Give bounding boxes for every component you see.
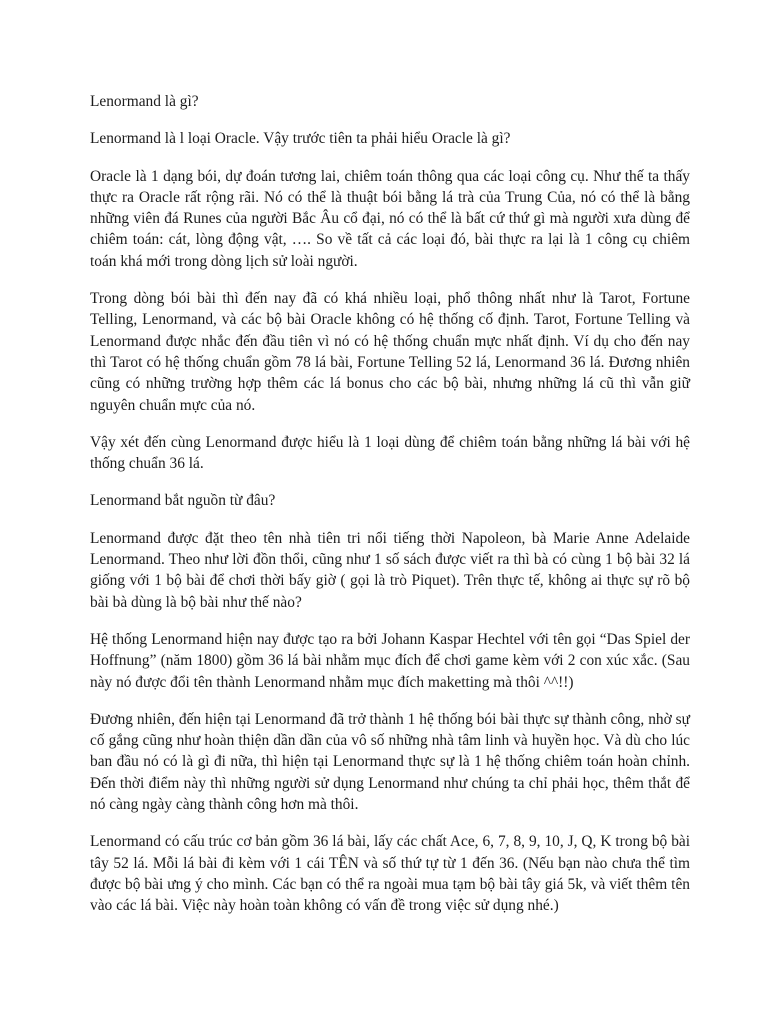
heading-lenormand-origin: Lenormand bắt nguồn từ đâu?: [90, 492, 276, 510]
paragraph-oracle-definition: Oracle là 1 dạng bói, dự đoán tương lai, chiêm toán thông qua các loại công cụ. Như thế ta thấy thực ra Oracle rất rộng rãi. Nó có thể là thuật bói bằng lá trà của Trung Của, nó có thể là bằng những viên đá Runes của người Bắc Âu cổ đại, nó có thể là bất cứ thứ gì mà người xưa dùng để chiêm toán: cát, lòng động vật, …. So về tất cả các loại đó, bài thực ra lại là 1 công cụ chiêm toán khá mới trong dòng lịch sử loài người.: [90, 167, 690, 270]
paragraph-hechtel-system: Hệ thống Lenormand hiện nay được tạo ra bởi Johann Kaspar Hechtel với tên gọi “Das Spiel der Hoffnung” (năm 1800) gồm 36 lá bài nhằm mục đích để chơi game kèm với 2 con xúc xắc. (Sau này nó được đổi tên thành Lenormand nhằm mục đích maketting mà thôi ^^!!): [90, 630, 690, 691]
document-page: [90, 91, 690, 933]
paragraph-lenormand-today: Đương nhiên, đến hiện tại Lenormand đã trở thành 1 hệ thống bói bài thực sự thành công, nhờ sự cố gắng cũng như hoàn thiện dần dần của vô số những nhà tâm linh và huyền học. Và dù cho lúc ban đầu nó có là gì đi nữa, thì hiện tại Lenormand thực sự là 1 hệ thống chiêm toán hoàn chỉnh. Đến thời điểm này thì những người sử dụng Lenormand như chúng ta chỉ phải học, thêm thắt để nó càng ngày càng thành công hơn mà thôi.: [90, 710, 690, 814]
paragraph-card-systems: Trong dòng bói bài thì đến nay đã có khá nhiều loại, phổ thông nhất như là Tarot, Fortune Telling, Lenormand, và các bộ bài Oracle không có hệ thống cố định. Tarot, Fortune Telling và Lenormand được nhắc đến đầu tiên vì nó có hệ thống chuẩn mực nhất định. Ví dụ cho đến nay thì Tarot có hệ thống chuẩn gồm 78 lá bài, Fortune Telling 52 lá, Lenormand 36 lá. Đương nhiên cũng có những trường hợp thêm các lá bonus cho các bộ bài, nhưng những lá cũ thì vẫn giữ nguyên chuẩn mực của nó.: [90, 290, 690, 414]
paragraph-deck-structure: Lenormand có cấu trúc cơ bản gồm 36 lá bài, lấy các chất Ace, 6, 7, 8, 9, 10, J, Q, K trong bộ bài tây 52 lá. Mỗi lá bài đi kèm với 1 cái TÊN và số thứ tự từ 1 đến 36. (Nếu bạn nào chưa thể tìm được bộ bài ưng ý cho mình. Các bạn có thể ra ngoài mua tạm bộ bài tây giá 5k, và viết thêm tên vào các lá bài. Việc này hoàn toàn không có vấn đề trong việc sử dụng nhé.): [90, 833, 690, 915]
heading-what-is-lenormand: Lenormand là gì?: [90, 93, 199, 110]
paragraph-origin-name: Lenormand được đặt theo tên nhà tiên tri nổi tiếng thời Napoleon, bà Marie Anne Adelaide Lenormand. Theo như lời đồn thổi, cũng như 1 số sách được viết ra thì bà có cùng 1 bộ bài 32 lá giống với 1 bộ bài để chơi thời bấy giờ ( gọi là trò Piquet). Trên thực tế, không ai thực sự rõ bộ bài bà dùng là bộ bài như thế nào?: [90, 529, 690, 611]
paragraph-lenormand-oracle: Lenormand là l loại Oracle. Vậy trước tiên ta phải hiểu Oracle là gì?: [90, 130, 511, 148]
paragraph-lenormand-summary: Vậy xét đến cùng Lenormand được hiểu là 1 loại dùng để chiêm toán bằng những lá bài với hệ thống chuẩn 36 lá.: [90, 433, 690, 473]
